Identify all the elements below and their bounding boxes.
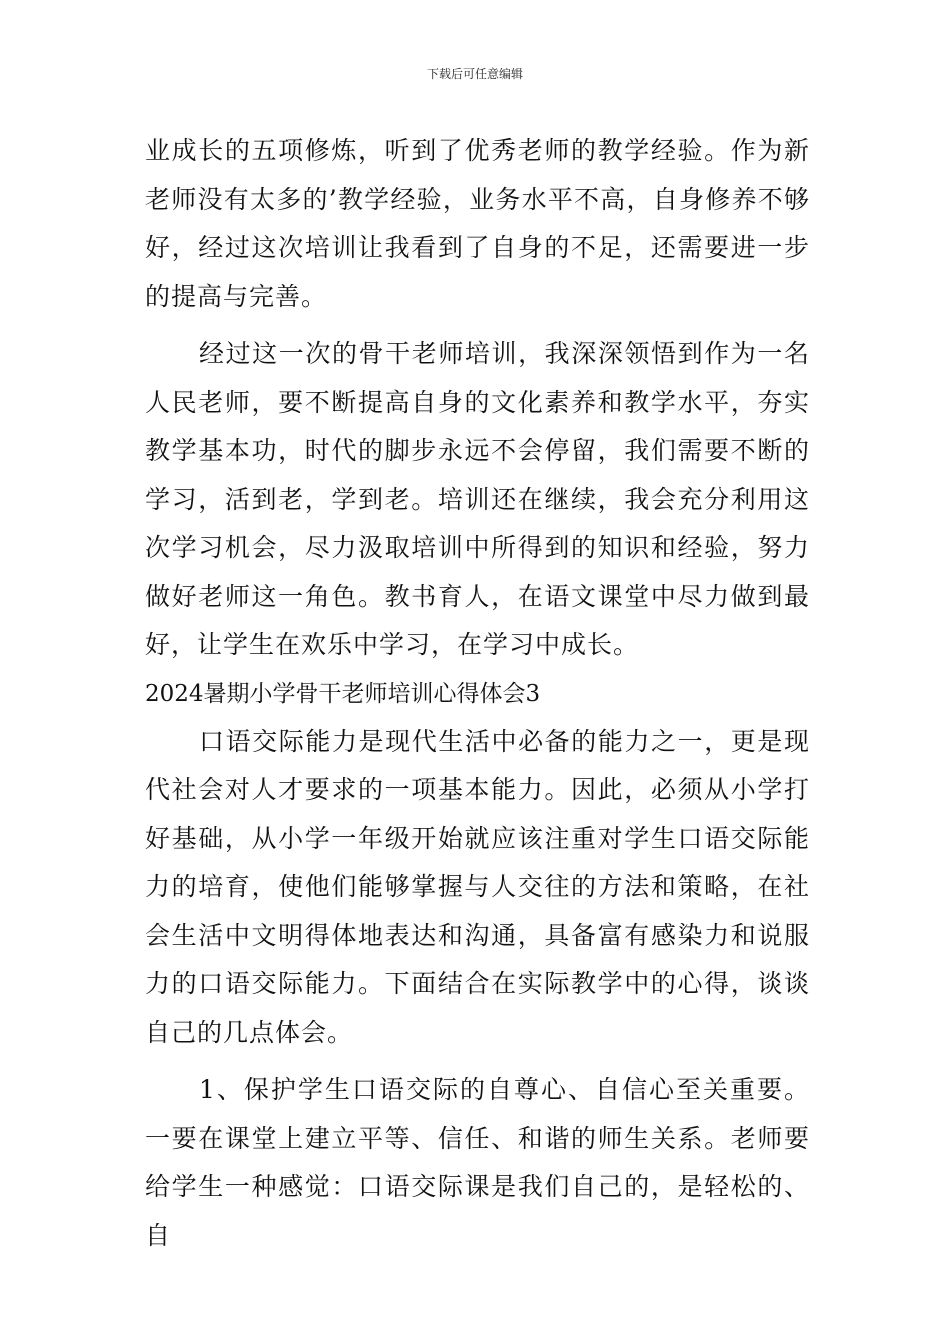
document-body	[145, 127, 810, 1260]
section-heading: 2024暑期小学骨干老师培训心得体会3	[145, 680, 541, 707]
paragraph-oral-communication: 口语交际能力是现代生活中必备的能力之一，更是现代社会对人才要求的一项基本能力。因此，必须从小学打好基础，从小学一年级开始就应该注重对学生口语交际能力的培育，使他们能够掌握与人交往的方法和策略，在社会生活中文明得体地表达和沟通，具备富有感染力和说服力的口语交际能力。下面结合在实际教学中的心得，谈谈自己的几点体会。	[145, 726, 810, 1047]
paragraph-training-reflection: 经过这一次的骨干老师培训，我深深领悟到作为一名人民老师，要不断提高自身的文化素养和教学水平，夯实教学基本功，时代的脚步永远不会停留，我们需要不断的学习，活到老，学到老。培训还在继续，我会充分利用这次学习机会，尽力汲取培训中所得到的知识和经验，努力做好老师这一角色。教书育人，在语文课堂中尽力做到最好，让学生在欢乐中学习，在学习中成长。	[145, 339, 810, 659]
page-header-note: 下载后可任意编辑	[426, 67, 523, 81]
paragraph-continued: 业成长的五项修炼，听到了优秀老师的教学经验。作为新老师没有太多的’教学经验，业务水平不高，自身修养不够好，经过这次培训让我看到了自身的不足，还需要进一步的提高与完善。	[145, 136, 810, 311]
paragraph-point-one: 1、保护学生口语交际的自尊心、自信心至关重要。一要在课堂上建立平等、信任、和谐的师生关系。老师要给学生一种感觉：口语交际课是我们自己的，是轻松的、自	[145, 1075, 810, 1250]
